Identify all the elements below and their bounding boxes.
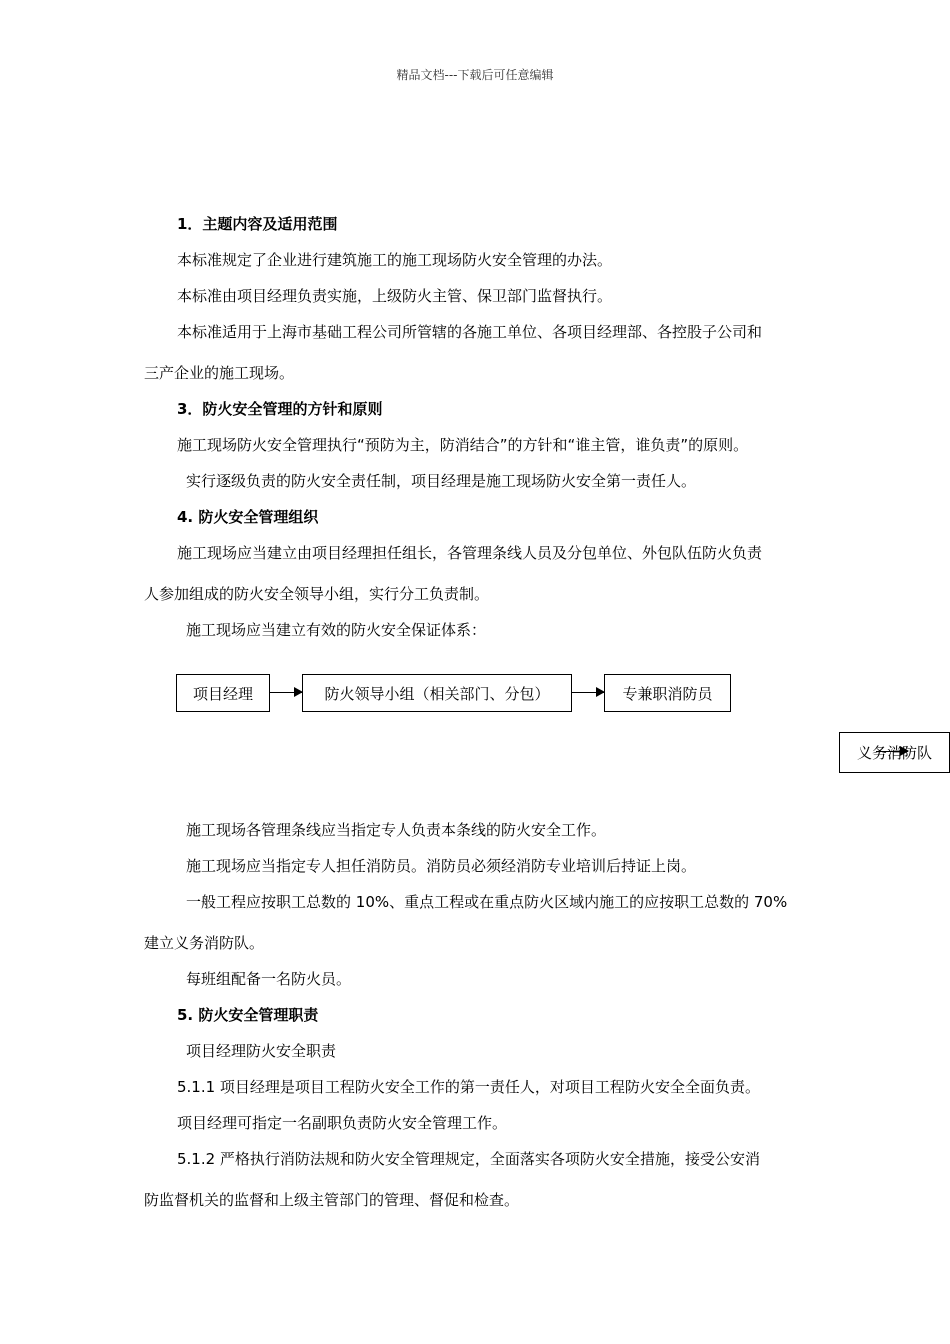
clause-5-1-2: 5.1.2 严格执行消防法规和防火安全管理规定，全面落实各项防火安全措施，接受公安消 bbox=[177, 1150, 760, 1168]
paragraph: 施工现场防火安全管理执行“预防为主，防消结合”的方针和“谁主管，谁负责”的原则。 bbox=[177, 436, 749, 454]
paragraph: 实行逐级负责的防火安全责任制，项目经理是施工现场防火安全第一责任人。 bbox=[186, 472, 697, 490]
section-1-title: 1．主题内容及适用范围 bbox=[177, 215, 338, 233]
paragraph: 本标准由项目经理负责实施，上级防火主管、保卫部门监督执行。 bbox=[177, 287, 613, 305]
section-5-title: 5. 防火安全管理职责 bbox=[177, 1006, 319, 1024]
subsection-title: 项目经理防火安全职责 bbox=[186, 1042, 337, 1060]
paragraph-continuation: 建立义务消防队。 bbox=[144, 934, 265, 952]
paragraph-continuation: 防监督机关的监督和上级主管部门的管理、督促和检查。 bbox=[144, 1191, 520, 1209]
paragraph: 本标准适用于上海市基础工程公司所管辖的各施工单位、各项目经理部、各控股子公司和 bbox=[177, 323, 763, 341]
paragraph: 本标准规定了企业进行建筑施工的施工现场防火安全管理的办法。 bbox=[177, 251, 613, 269]
section-4-title: 4. 防火安全管理组织 bbox=[177, 508, 319, 526]
clause-5-1-1: 5.1.1 项目经理是项目工程防火安全工作的第一责任人，对项目工程防火安全全面负责。 bbox=[177, 1078, 760, 1096]
paragraph: 每班组配备一名防火员。 bbox=[186, 970, 352, 988]
flow-box-volunteer-team: 义务消防队 bbox=[839, 732, 950, 773]
paragraph: 施工现场应当指定专人担任消防员。消防员必须经消防专业培训后持证上岗。 bbox=[186, 857, 697, 875]
flow-box-firefighters: 专兼职消防员 bbox=[604, 674, 731, 712]
paragraph: 施工现场应当建立有效的防火安全保证体系： bbox=[186, 621, 487, 639]
paragraph-continuation: 人参加组成的防火安全领导小组，实行分工负责制。 bbox=[144, 585, 490, 603]
flow-arrow-icon bbox=[270, 692, 302, 693]
flow-box-project-manager: 项目经理 bbox=[176, 674, 270, 712]
paragraph-continuation: 三产企业的施工现场。 bbox=[144, 364, 295, 382]
page-header: 精品文档---下载后可任意编辑 bbox=[396, 68, 554, 82]
paragraph: 施工现场各管理条线应当指定专人负责本条线的防火安全工作。 bbox=[186, 821, 607, 839]
paragraph: 一般工程应按职工总数的 10%、重点工程或在重点防火区域内施工的应按职工总数的 70% bbox=[186, 893, 788, 911]
paragraph: 项目经理可指定一名副职负责防火安全管理工作。 bbox=[177, 1114, 508, 1132]
flow-arrow-icon bbox=[572, 692, 604, 693]
section-3-title: 3．防火安全管理的方针和原则 bbox=[177, 400, 383, 418]
flow-arrow-icon bbox=[876, 751, 908, 752]
paragraph: 施工现场应当建立由项目经理担任组长，各管理条线人员及分包单位、外包队伍防火负责 bbox=[177, 544, 763, 562]
flow-box-leading-group: 防火领导小组（相关部门、分包） bbox=[302, 674, 572, 712]
